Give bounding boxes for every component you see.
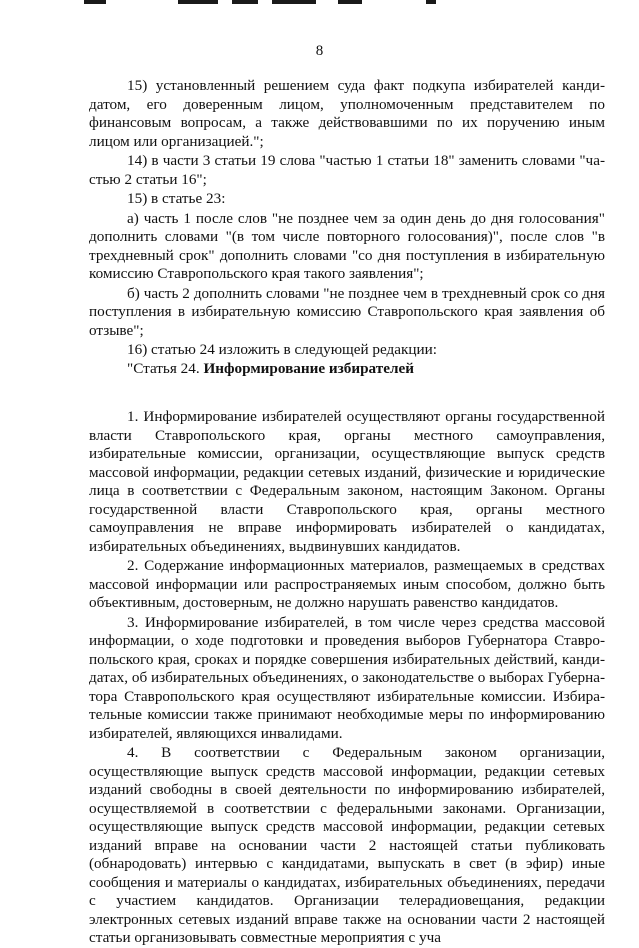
scan-artifact (84, 0, 106, 4)
scan-artifact (232, 0, 258, 4)
paragraph: а) часть 1 после слов "не позднее чем за один день до дня голосования" дополнить словами "(в том числе повторного голосования)", после слов "в трехдневный срок" дополнить словами "со дня поступления в избирательную комиссию Ставропольского края такого заявления"; (89, 209, 605, 282)
article-heading-prefix: "Статья 24. (127, 359, 204, 377)
scan-artifact (426, 0, 436, 4)
scan-artifact (338, 0, 362, 4)
paragraph: 14) в части 3 статьи 19 слова "частью 1 статьи 18" заменить словами "частью 2 статьи 16"; (89, 152, 605, 188)
article-heading (89, 360, 605, 379)
paragraph: 16) статью 24 изложить в следующей редакции: (127, 341, 437, 358)
paragraph: 15) в статье 23: (127, 190, 226, 207)
page-number: 8 (315, 43, 324, 59)
paragraph: б) часть 2 дополнить словами "не позднее чем в трехдневный срок со дня поступления в избирательную комиссию Ставропольского края заявления об отзыве"; (89, 284, 605, 339)
scan-artifact (272, 0, 316, 4)
paragraph: 15) установленный решением суда факт подкупа избирателей кандидатом, его доверенным лицом, уполномоченным представителем по финансовым вопросам, а также действовавшими по их поручению иным лицом или организацией."; (89, 77, 605, 150)
paragraph: 3. Информирование избирателей, в том числе через средства массовой информации, о ходе подготовки и проведения выборов Губернатора Ставропольского края, сроках и порядке совершения избирательных действий, кандидатах, об избирательных объединениях, о законодательстве о выборах Губернатора Ставропольского края осуществляют избирательные комиссии. Избирательные комиссии также принимают необходимые меры по информированию избирателей, являющихся инвалидами. (89, 613, 605, 742)
paragraph: 2. Содержание информационных материалов, размещаемых в средствах массовой информации или распространяемых иным способом, должно быть объективным, достоверным, не должно нарушать равенство кандидатов. (89, 557, 605, 611)
article-heading-title: Информирование избирателей (203, 359, 414, 377)
paragraph: 1. Информирование избирателей осуществляют органы государственной власти Ставропольского края, органы местного самоуправления, избирательные комиссии, организации, осуществляющие выпуск средств массовой информации, редакции сетевых изданий, физические и юридические лица в соответствии с Федеральным законом, настоящим Законом. Органы государственной власти Ставропольского края, органы местного самоуправления не вправе информировать избирателей о кандидатах, избирательных объединениях, выдвинувших кандидатов. (89, 408, 605, 555)
paragraph: 4. В соответствии с Федеральным законом организации, осуществляющие выпуск средств массовой информации, редакции сетевых изданий свободны в своей деятельности по информированию избирателей, осуществляемой в соответствии с федеральными законами. Организации, осуществляющие выпуск средств массовой информации, редакции сетевых изданий вправе на основании части 2 настоящей статьи публиковать (обнародовать) интервью с кандидатами, выпускать в свет (в эфир) иные сообщения и материалы о кандидатах, избирательных объединениях, передачи с участием кандидатов. Организации телерадиовещания, редакции электронных сетевых изданий вправе также на основании части 2 настоящей статьи организовывать совместные мероприятия с уча (89, 744, 605, 946)
scan-artifact (178, 0, 218, 4)
document-body (89, 77, 605, 948)
